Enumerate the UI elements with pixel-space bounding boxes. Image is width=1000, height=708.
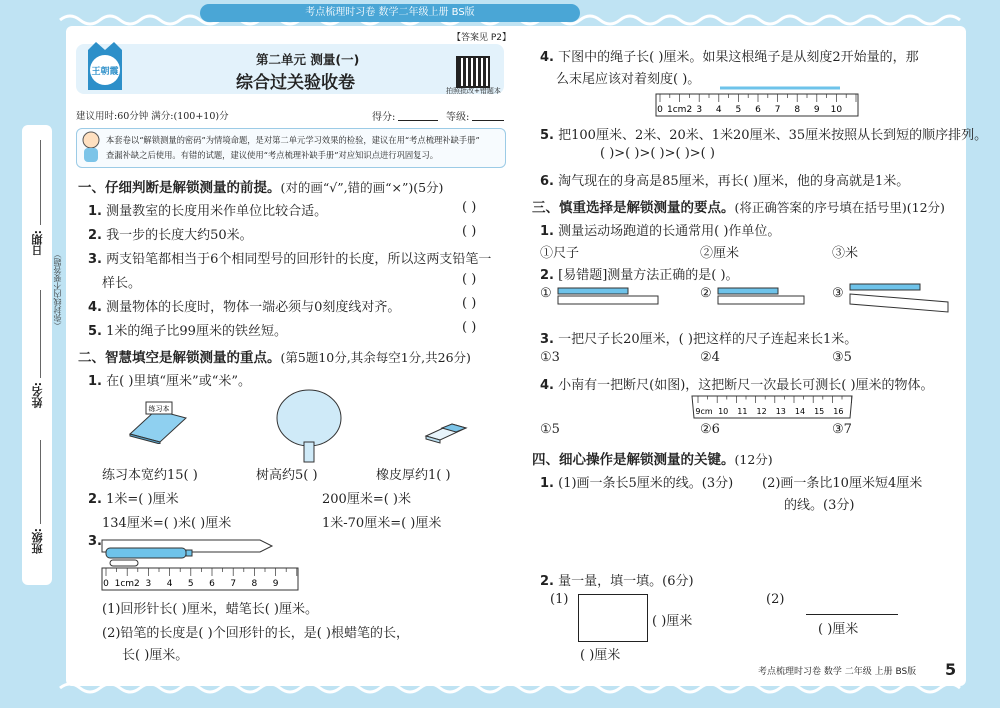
s3-q1: 1. 测量运动场跑道的长通常用( )作单位。 <box>540 224 781 239</box>
brand-logo <box>82 40 128 94</box>
girl-mascot-icon <box>80 130 102 164</box>
s1-answer-3[interactable]: ( ) <box>462 272 477 287</box>
ruler-label: 14 <box>794 407 806 416</box>
s4-q1a: 1. (1)画一条长5厘米的线。(3分) <box>540 476 734 491</box>
s1-answer-5[interactable]: ( ) <box>462 320 477 335</box>
s3-q3: 3. 一把尺子长20厘米，( )把这样的尺子连起来长1米。 <box>540 332 858 347</box>
s3-q4-opt3[interactable]: ③7 <box>832 422 852 437</box>
s2-q5: 5. 把100厘米、2米、20米、1米20厘米、35厘米按照从长到短的顺序排列。 <box>540 128 988 143</box>
s2-q5-answer[interactable]: ( )>( )>( )>( )>( ) <box>600 146 715 161</box>
name-label: 姓名: <box>31 382 44 409</box>
s2-q6: 6. 淘气现在的身高是85厘米，再长( )厘米，他的身高就是1米。 <box>540 174 910 189</box>
ruler-label: 12 <box>756 407 767 416</box>
ruler-label: 3 <box>696 105 703 115</box>
broken-ruler-figure <box>690 394 856 420</box>
s3-q1-opt3[interactable]: ③米 <box>832 246 859 261</box>
ruler-label: 8 <box>251 579 258 589</box>
s2-q4-cont[interactable]: 么末尾应该对着刻度( )。 <box>556 72 701 87</box>
ruler-label: 1cm2 <box>667 105 693 115</box>
s4-q1b: (2)画一条比10厘米短4厘米 <box>762 476 923 491</box>
ruler-label: 7 <box>774 105 781 115</box>
s3-q4-opt1[interactable]: ①5 <box>540 422 560 437</box>
s1-q5: 5. 1米的绳子比99厘米的铁丝短。 <box>88 324 287 339</box>
notebook-label: 练习本 <box>148 405 170 413</box>
s2-q1-tree[interactable]: 树高约5( ) <box>256 468 318 483</box>
bottom-wave-border <box>0 680 1000 700</box>
time-info: 建议用时:60分钟 满分:(100+10)分 <box>76 111 229 122</box>
s3-q2-opt2[interactable]: ② <box>700 286 712 301</box>
unit-title: 第二单元 测量(一) <box>256 52 360 67</box>
s1-answer-1[interactable]: ( ) <box>462 200 477 215</box>
ruler-label: 0 <box>657 105 663 115</box>
footer: 考点梳理时习卷 数学 二年级 上册 BS版 <box>758 667 917 677</box>
notebook-icon <box>126 398 190 444</box>
ruler-label: 5 <box>187 579 194 589</box>
s2-q2-d[interactable]: 1米-70厘米=( )厘米 <box>322 516 442 531</box>
s3-q2: 2. [易错题]测量方法正确的是( )。 <box>540 268 739 283</box>
s3-q4: 4. 小南有一把断尺(如图)，这把断尺一次最长可测长( )厘米的物体。 <box>540 378 934 393</box>
top-banner: 考点梳理时习卷 数学二年级上册 BS版 <box>200 4 580 22</box>
ruler-label: 9 <box>813 105 820 115</box>
s1-answer-2[interactable]: ( ) <box>462 224 477 239</box>
s2-q2-b[interactable]: 200厘米=( )米 <box>322 492 411 507</box>
section3-title: 三、慎重选择是解锁测量的要点。(将正确答案的序号填在括号里)(12分) <box>532 200 945 216</box>
section2-title: 二、智慧填空是解锁测量的重点。(第5题10分,其余每空1分,共26分) <box>78 350 471 366</box>
s4-q2-part2-label: (2) <box>766 592 785 607</box>
s2-q4: 4. 下图中的绳子长( )厘米。如果这根绳子是从刻度2开始量的，那 <box>540 50 919 65</box>
s2-q1-eraser[interactable]: 橡皮厚约1( ) <box>376 468 451 483</box>
score-field[interactable] <box>398 120 438 121</box>
line-to-measure <box>806 614 898 615</box>
s3-q2-opt1[interactable]: ① <box>540 286 552 301</box>
qr-caption: 拍照批改+错题本 <box>446 87 501 95</box>
answer-reference: 【答案见 P2】 <box>452 33 512 43</box>
s2-q1: 1. 在( )里填“厘米”或“米”。 <box>88 374 251 389</box>
grade-label: 等级: <box>446 112 470 123</box>
s2-q3-a[interactable]: (1)回形针长( )厘米，蜡笔长( )厘米。 <box>102 602 318 617</box>
grade-field[interactable] <box>472 120 504 121</box>
score-label: 得分: <box>372 112 396 123</box>
s3-q3-opt3[interactable]: ③5 <box>832 350 852 365</box>
s4-q2-part1-label: (1) <box>550 592 569 607</box>
s1-answer-4[interactable]: ( ) <box>462 296 477 311</box>
s1-q3-cont: 样长。 <box>102 276 142 291</box>
s3-q4-opt2[interactable]: ②6 <box>700 422 720 437</box>
rope-ruler-figure <box>654 82 860 120</box>
s3-q3-opt2[interactable]: ②4 <box>700 350 720 365</box>
rectangle-to-measure <box>578 594 648 642</box>
qr-code[interactable] <box>456 56 490 88</box>
ruler-label: 6 <box>755 105 761 115</box>
date-label: 日期: <box>31 230 44 257</box>
s1-q1: 1. 测量教室的长度用米作单位比较合适。 <box>88 204 328 219</box>
ruler-label: 7 <box>230 579 237 589</box>
eraser-icon <box>422 418 470 444</box>
s3-q3-opt1[interactable]: ①3 <box>540 350 560 365</box>
date-line[interactable] <box>40 140 41 225</box>
ruler-label: 5 <box>735 105 742 115</box>
section1-title: 一、仔细判断是解锁测量的前提。(对的画“√”,错的画“×”)(5分) <box>78 180 444 196</box>
s1-q2: 2. 我一步的长度大约50米。 <box>88 228 253 243</box>
exam-title: 综合过关验收卷 <box>236 73 355 93</box>
ruler-label: 9 <box>272 579 279 589</box>
s4-q2: 2. 量一量，填一填。(6分) <box>540 574 694 589</box>
s2-q3-c[interactable]: 长( )厘米。 <box>122 648 189 663</box>
ruler-label: 11 <box>737 407 748 416</box>
ruler-label: 3 <box>145 579 152 589</box>
s4-q2-line-answer[interactable]: ( )厘米 <box>818 622 859 637</box>
measure-option1-figure <box>556 286 666 306</box>
ruler-label: 0 <box>103 579 109 589</box>
s1-q3: 3. 两支铅笔都相当于6个相同型号的回形针的长度，所以这两支铅笔一 <box>88 252 492 267</box>
ruler-label: 9cm <box>695 407 713 416</box>
page-number: 5 <box>945 660 957 679</box>
name-line[interactable] <box>40 290 41 378</box>
s3-q1-opt1[interactable]: ①尺子 <box>540 246 580 261</box>
student-info-sidebar <box>22 125 52 585</box>
ruler-label: 4 <box>166 579 173 589</box>
ruler-label: 15 <box>814 407 825 416</box>
ruler-label: 16 <box>833 407 844 416</box>
paperclip <box>110 560 138 566</box>
ruler-label: 8 <box>794 105 801 115</box>
ruler-label: 10 <box>718 407 729 416</box>
measure-option2-figure <box>716 286 810 306</box>
ruler-label: 4 <box>715 105 722 115</box>
ruler-label: 1cm2 <box>114 579 140 589</box>
s2-q3-number: 3. <box>88 534 102 549</box>
pencil-ruler-figure <box>100 534 304 596</box>
tip-text-line2: 查漏补缺之后使用。有错的试题，建议使用“考点梳理补缺手册”对应知识点进行巩固复习。 <box>106 150 439 160</box>
s2-q2-a: 2. 1米=( )厘米 <box>88 492 179 507</box>
s2-q2-c[interactable]: 134厘米=( )米( )厘米 <box>102 516 232 531</box>
s1-q4: 4. 测量物体的长度时，物体一端必须与0刻度线对齐。 <box>88 300 401 315</box>
s4-q2-side-b[interactable]: ( )厘米 <box>580 648 621 663</box>
crayon <box>106 548 186 558</box>
class-line[interactable] <box>40 440 41 524</box>
s2-q1-notebook[interactable]: 练习本宽约15( ) <box>102 468 198 483</box>
s4-q2-side-a[interactable]: ( )厘米 <box>652 614 693 629</box>
class-label: 班级: <box>31 528 44 555</box>
measure-option3-figure <box>848 282 952 316</box>
tree-icon <box>272 388 346 464</box>
ruler-label: 6 <box>209 579 215 589</box>
tip-text-line1: 本套卷以“解锁测量的密码”为情境命题，是对第二单元学习效果的检验，建议在用“考点梳理补缺手册” <box>106 135 480 145</box>
s2-q3-b[interactable]: (2)铅笔的长度是( )个回形针的长，是( )根蜡笔的长， <box>102 626 409 641</box>
s3-q2-opt3[interactable]: ③ <box>832 286 844 301</box>
s4-q1c: 的线。(3分) <box>784 498 855 513</box>
seal-note: （弥封线内不要答题） <box>53 250 62 330</box>
section4-title: 四、细心操作是解锁测量的关键。(12分) <box>532 452 773 468</box>
ruler-label: 13 <box>775 407 786 416</box>
logo-text: 王朝霞 <box>91 67 119 77</box>
ruler-label: 10 <box>830 105 843 115</box>
s3-q1-opt2[interactable]: ②厘米 <box>700 246 740 261</box>
